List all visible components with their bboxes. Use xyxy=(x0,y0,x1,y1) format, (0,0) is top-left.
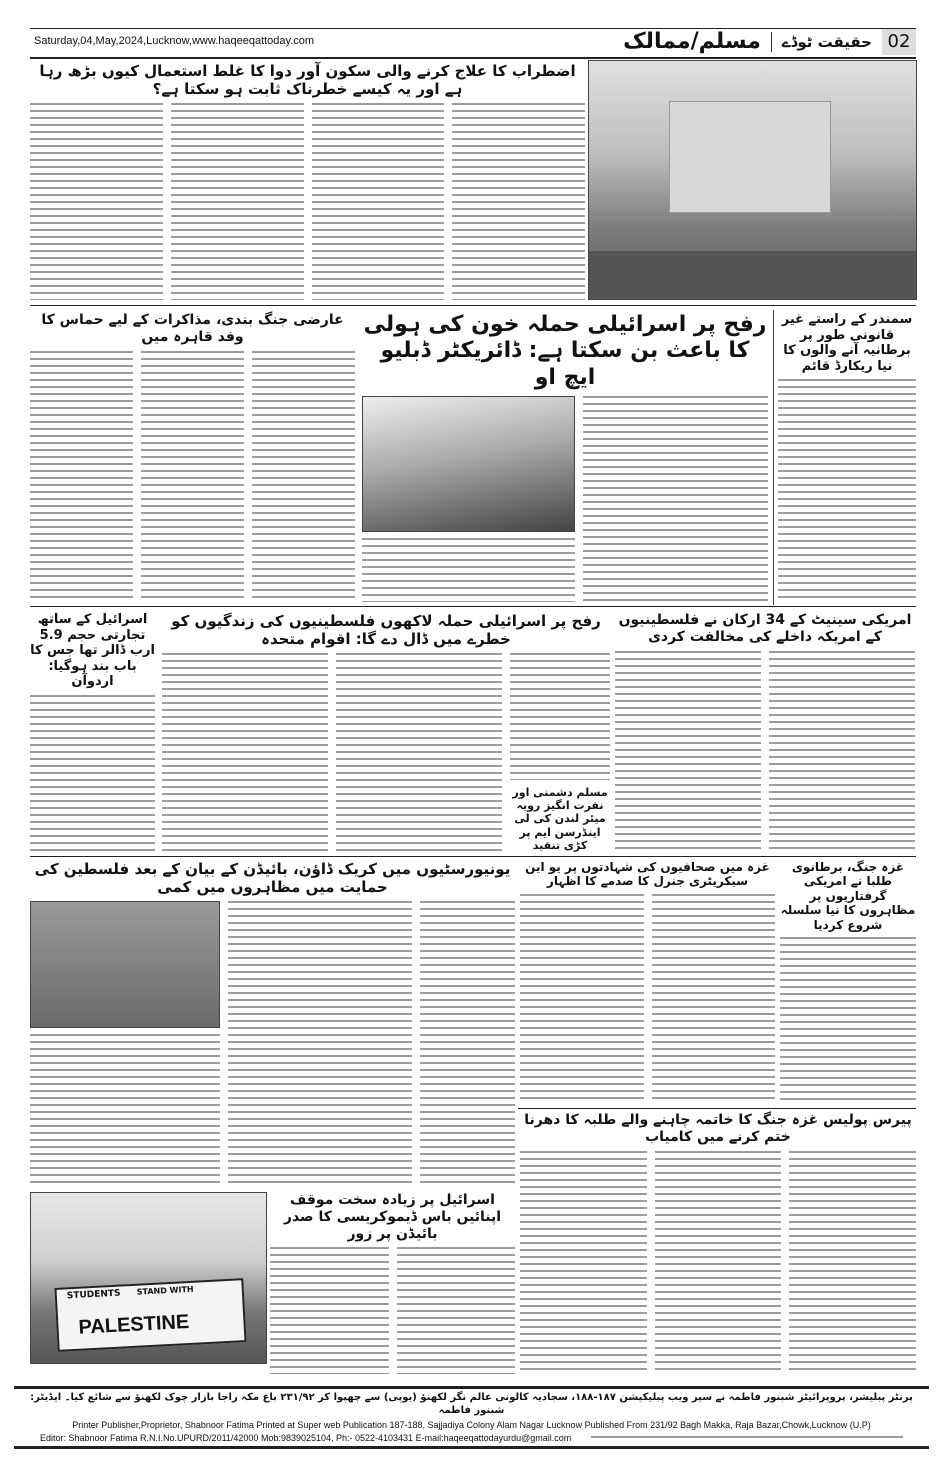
body-text xyxy=(520,1151,647,1374)
date-site: Saturday,04,May,2024,Lucknow,www.haqeeqattoday.com xyxy=(34,35,315,47)
body-text xyxy=(780,937,916,1104)
body-text xyxy=(228,901,412,1186)
headline-paris: پیرس پولیس غزہ جنگ کا خاتمہ چاہنے والے طلبہ کا دھرنا ختم کرنے میں کامیاب xyxy=(524,1112,912,1145)
footer-editor-contact: Editor: Shabnoor Fatima R.N.I.No.UPURD/2011/42000 Mob:9839025104, Ph:- 0522-4103431 E-mail:haqeeqattodayurdu@gmail.com xyxy=(40,1433,572,1443)
rafah-destruction-photo xyxy=(362,396,575,532)
headline-anxiety: اضطراب کا علاج کرنے والی سکون آور دوا کا غلط استعمال کیوں بڑھ رہا ہے اور یہ کیسے خطرناک ثابت ہو سکتا ہے؟ xyxy=(39,62,576,98)
section-rule xyxy=(518,1108,916,1109)
sign-text-top: STUDENTS xyxy=(66,1288,121,1302)
body-text xyxy=(171,103,304,300)
section-rule xyxy=(30,305,916,306)
body-text xyxy=(520,894,644,1104)
sign-text-mid: STAND WITH xyxy=(136,1284,194,1297)
protest-photo xyxy=(30,901,220,1028)
body-text xyxy=(789,1151,916,1374)
article-uk-sea xyxy=(778,312,916,602)
article-erdogan xyxy=(30,612,155,852)
article-universities xyxy=(30,860,515,1186)
palestine-protest-photo xyxy=(30,1192,267,1364)
body-text xyxy=(452,103,585,300)
headline-rafah-who: رفح پر اسرائیلی حملہ خون کی ہولی کا باعث بن سکتا ہے: ڈائریکٹر ڈبلیو ایچ او xyxy=(363,312,767,390)
headline-uk-students: غزہ جنگ، برطانوی طلبا نے امریکی گرفتاریوں پر مظاہروں کا نیا سلسلہ شروع کردیا xyxy=(780,860,916,932)
header-bottom-rule xyxy=(30,57,916,59)
article-rafah-un xyxy=(162,612,610,852)
body-text xyxy=(420,901,515,1186)
mural-wall xyxy=(669,101,831,213)
page-number: 02 xyxy=(882,29,916,55)
article-senate xyxy=(615,612,915,852)
body-text xyxy=(362,538,575,602)
body-text xyxy=(270,1247,389,1374)
body-text xyxy=(30,351,133,602)
body-text xyxy=(769,651,915,852)
headline-senate: امریکی سینیٹ کے 34 ارکان نے فلسطینیوں کے امریکہ داخلے کی مخالفت کردی xyxy=(618,612,912,645)
headline-rafah-un: رفح پر اسرائیلی حملہ لاکھوں فلسطینیوں کی زندگیوں کو خطرے میں ڈال دے گا: اقوام متحدہ xyxy=(171,612,601,648)
body-text xyxy=(336,653,502,852)
body-text xyxy=(162,653,328,852)
masthead-logo: حقیقت ٹوڈے xyxy=(781,33,872,51)
article-paris xyxy=(520,1112,916,1374)
body-text xyxy=(397,1247,516,1374)
body-text xyxy=(778,379,916,602)
section-title: مسلم/ممالک xyxy=(623,29,761,54)
headline-london: مسلم دشمنی اور نفرت انگیز رویہ میئر لندن کی لی اینڈرسن ایم پر کڑی تنقید xyxy=(512,786,608,852)
section-rule xyxy=(30,856,916,857)
headline-journalists: غزہ میں صحافیوں کی شہادتوں پر یو این سیکریٹری جنرل کا صدمے کا اظہار xyxy=(525,860,770,889)
footer-urdu-imprint: پرنٹر پبلیشر، پروپرائیٹر شبنور فاطمہ نے سپر ویب پبلیکیشن ۱۸۷-۱۸۸، سجادیہ کالونی عالم نگر لکھنؤ (یوپی) سے چھپوا کر ۲۳۱/۹۲ باغ مکہ راجا بازار چوک لکھنؤ سے شائع کیا۔ ایڈیٹر: شبنور فاطمہ xyxy=(30,1392,913,1416)
body-text xyxy=(615,651,761,852)
article-rafah-who xyxy=(362,312,768,602)
footer-english-imprint: Printer Publisher,Proprietor, Shabnoor Fatima Printed at Super web Publication 187-188, Sajjadiya Colony Alam Nagar Lucknow Published From 231/92 Bagh Makka, Raja Bazar,Chowk,Lucknow (U.P) xyxy=(72,1420,871,1430)
body-text xyxy=(510,653,610,780)
rubble xyxy=(589,251,916,299)
school-ruins-photo xyxy=(588,60,917,300)
body-text xyxy=(652,894,776,1104)
headline-universities: یونیورسٹیوں میں کریک ڈاؤن، بائیڈن کے بیان کے بعد فلسطین کی حمایت میں مظاہروں میں کمی xyxy=(34,860,511,896)
body-text xyxy=(141,351,244,602)
body-text xyxy=(252,351,355,602)
article-journalists xyxy=(520,860,775,1104)
headline-erdogan: اسرائیل کے ساتھ تجارتی حجم 5.9 ارب ڈالر تھا جس کا باب بند ہوگیا: اردوآن xyxy=(30,612,155,690)
footer xyxy=(14,1386,929,1449)
palestine-sign xyxy=(54,1278,246,1352)
headline-hamas: عارضی جنگ بندی، مذاکرات کے لیے حماس کا وفد قاہرہ میں xyxy=(41,312,344,345)
body-text xyxy=(583,396,768,602)
article-hamas xyxy=(30,312,355,602)
masthead-group xyxy=(623,29,916,55)
article-democracy xyxy=(270,1192,515,1374)
section-rule xyxy=(30,606,916,607)
body-text xyxy=(30,1034,220,1186)
headline-democracy: اسرائیل پر زیادہ سخت موقف اپنائیں باس ڈیموکریسی کا صدر بائیڈن پر زور xyxy=(283,1192,502,1242)
article-anxiety xyxy=(30,62,585,300)
divider xyxy=(771,32,772,52)
body-text xyxy=(655,1151,782,1374)
article-uk-students xyxy=(780,860,916,1104)
body-text xyxy=(312,103,445,300)
sign-text-main: PALESTINE xyxy=(77,1311,190,1339)
body-text xyxy=(30,695,155,852)
footer-disclaimer xyxy=(591,1436,903,1441)
headline-uk-sea: سمندر کے راستے غیر قانونی طور پر برطانیہ آنے والوں کا نیا ریکارڈ قائم xyxy=(781,312,913,374)
body-text xyxy=(30,103,163,300)
divider xyxy=(773,310,774,605)
